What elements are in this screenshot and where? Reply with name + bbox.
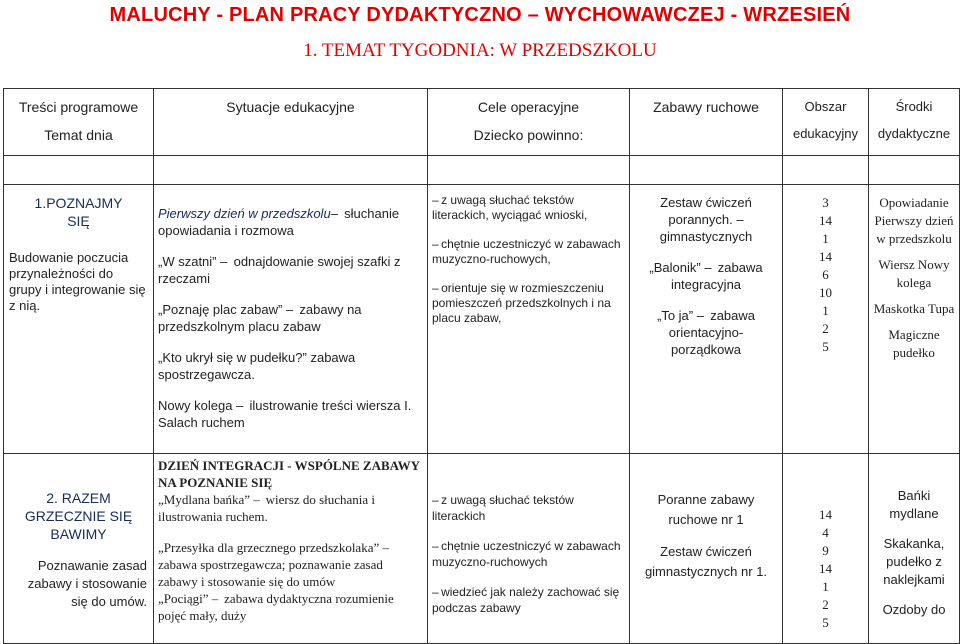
day-heading: DZIEŃ INTEGRACJI - WSPÓLNE ZABAWY NA POZNANIE SIĘ [158, 458, 420, 490]
spacer-row [4, 156, 960, 185]
situation-title: Pierwszy dzień w przedszkolu [158, 206, 331, 221]
header-row [4, 89, 960, 156]
situation-title: „Pociągi” [158, 591, 209, 606]
situations-cell [154, 185, 428, 454]
situation-desc: słuchanie opowiadania i rozmowa [158, 206, 400, 238]
situation-desc: odnajdowanie swojej szafki z rzeczami [158, 254, 401, 286]
area-number: 9 [822, 543, 829, 558]
header-area-line1: Obszar [804, 99, 847, 114]
topic-description: Budowanie poczucia przynależności do grupy i integrowanie się z nią. [9, 250, 146, 313]
header-situations-label: Sytuacje edukacyjne [226, 99, 355, 115]
header-situations [154, 89, 428, 156]
header-curriculum-line2: Temat dnia [44, 127, 113, 143]
header-curriculum-line1: Treści programowe [18, 99, 139, 115]
header-goals-line1: Cele operacyjne [477, 99, 580, 115]
area-cell [783, 185, 869, 454]
game-desc: zabawa orientacyjno-porządkowa [668, 308, 756, 357]
header-games [630, 89, 783, 156]
header-games-label: Zabawy ruchowe [653, 99, 759, 115]
topic-title: GRZECZNIE SIĘ [24, 508, 133, 524]
games-cell [630, 185, 783, 454]
game-desc: zabawa integracyjna [670, 260, 763, 292]
topic-title: 1.POZNAJMY [34, 195, 123, 211]
situation-title: „Kto ukrył się w pudełku?” [158, 350, 307, 365]
plan-table [3, 88, 960, 644]
situation-desc: ilustrowanie treści wiersza I. Salach ruchem [158, 398, 412, 430]
goal-item: orientuje się w rozmieszczeniu pomieszczeń przedszkolnych i na placu zabaw, [432, 281, 611, 325]
material-item: Maskotka Tupa [873, 301, 955, 316]
header-area [783, 89, 869, 156]
area-number: 6 [822, 267, 829, 282]
material-item: Wiersz Nowy kolega [878, 257, 950, 290]
topic-cell [4, 454, 154, 644]
goals-cell [428, 185, 630, 454]
goal-item: z uwagą słuchać tekstów literackich [432, 493, 574, 523]
area-number: 1 [822, 231, 829, 246]
material-item: Opowiadanie Pierwszy dzień w przedszkolu [874, 195, 954, 246]
material-item: Bańki mydlane [889, 488, 939, 521]
goals-cell [428, 454, 630, 644]
materials-cell [869, 454, 960, 644]
area-number: 14 [819, 213, 832, 228]
situation-title: „W szatni” [158, 254, 217, 269]
header-area-line2: edukacyjny [792, 126, 859, 141]
area-number: 3 [822, 195, 829, 210]
goal-item: chętnie uczestniczyć w zabawach muzyczno-ruchowych, [432, 237, 621, 266]
game-title: „To ja” [656, 308, 694, 323]
header-goals-line2: Dziecko powinno: [473, 127, 584, 143]
goal-item: chętnie uczestniczyć w zabawach muzyczno-ruchowych [432, 539, 621, 569]
topic-title: BAWIMY [50, 526, 107, 542]
area-number: 14 [819, 249, 832, 264]
materials-cell [869, 185, 960, 454]
goal-item: z uwagą słuchać tekstów literackich, wyciągać wnioski, [432, 193, 588, 222]
area-number: 5 [822, 615, 829, 630]
area-number: 1 [822, 303, 829, 318]
area-number: 2 [822, 321, 829, 336]
games-cell [630, 454, 783, 644]
table-row [4, 454, 960, 644]
situation-desc: zabawa spostrzegawcza; poznawanie zasad zabawy i stosowanie się do umów [158, 557, 383, 589]
area-number: 5 [822, 339, 829, 354]
game-item: Poranne zabawy ruchowe nr 1 [657, 492, 755, 527]
situation-title: „Przesyłka dla grzecznego przedszkolaka” [158, 540, 380, 555]
material-item: Skakanka, pudełko z naklejkami [883, 536, 945, 587]
situation-title: „Poznaję plac zabaw” [158, 302, 283, 317]
area-number: 14 [819, 507, 832, 522]
area-number: 2 [822, 597, 829, 612]
situation-desc: wiersz do słuchania i ilustrowania ruchem. [158, 492, 376, 524]
situation-desc: zabawa spostrzegawcza. [158, 350, 356, 382]
situation-desc: zabawa dydaktyczna rozumienie pojęć mały, duży [158, 591, 394, 623]
header-materials-line2: dydaktyczne [877, 126, 951, 141]
area-number: 1 [822, 579, 829, 594]
area-number: 14 [819, 561, 832, 576]
situations-cell [154, 454, 428, 644]
situation-title: Nowy kolega [158, 398, 233, 413]
goal-item: wiedzieć jak należy zachować się podczas zabawy [432, 585, 620, 615]
header-materials-line1: Środki [895, 99, 933, 114]
topic-title: 2. RAZEM [46, 490, 111, 506]
header-goals [428, 89, 630, 156]
situation-title: „Mydlana bańka” [158, 492, 251, 507]
week-topic-subtitle: 1. TEMAT TYGODNIA: W PRZEDSZKOLU [303, 40, 657, 61]
topic-title: SIĘ [67, 213, 90, 229]
header-materials [869, 89, 960, 156]
area-number: 10 [819, 285, 832, 300]
topic-description: Poznawanie zasad zabawy i stosowanie się do umów. [27, 558, 147, 609]
area-number: 4 [822, 525, 829, 540]
topic-cell [4, 185, 154, 454]
page-title: MALUCHY - PLAN PRACY DYDAKTYCZNO – WYCHOWAWCZEJ - WRZESIEŃ [109, 4, 851, 26]
situation-desc: zabawy na przedszkolnym placu zabaw [158, 302, 362, 334]
material-item: Magiczne pudełko [888, 327, 940, 360]
material-item: Ozdoby do [882, 602, 946, 617]
area-cell [783, 454, 869, 644]
header-curriculum [4, 89, 154, 156]
game-desc: gimnastycznych [659, 229, 753, 244]
game-title: „Balonik” [649, 260, 701, 275]
game-title: Zestaw ćwiczeń porannych. – [660, 195, 752, 227]
table-row [4, 185, 960, 454]
game-item: Zestaw ćwiczeń gimnastycznych nr 1. [644, 544, 768, 579]
